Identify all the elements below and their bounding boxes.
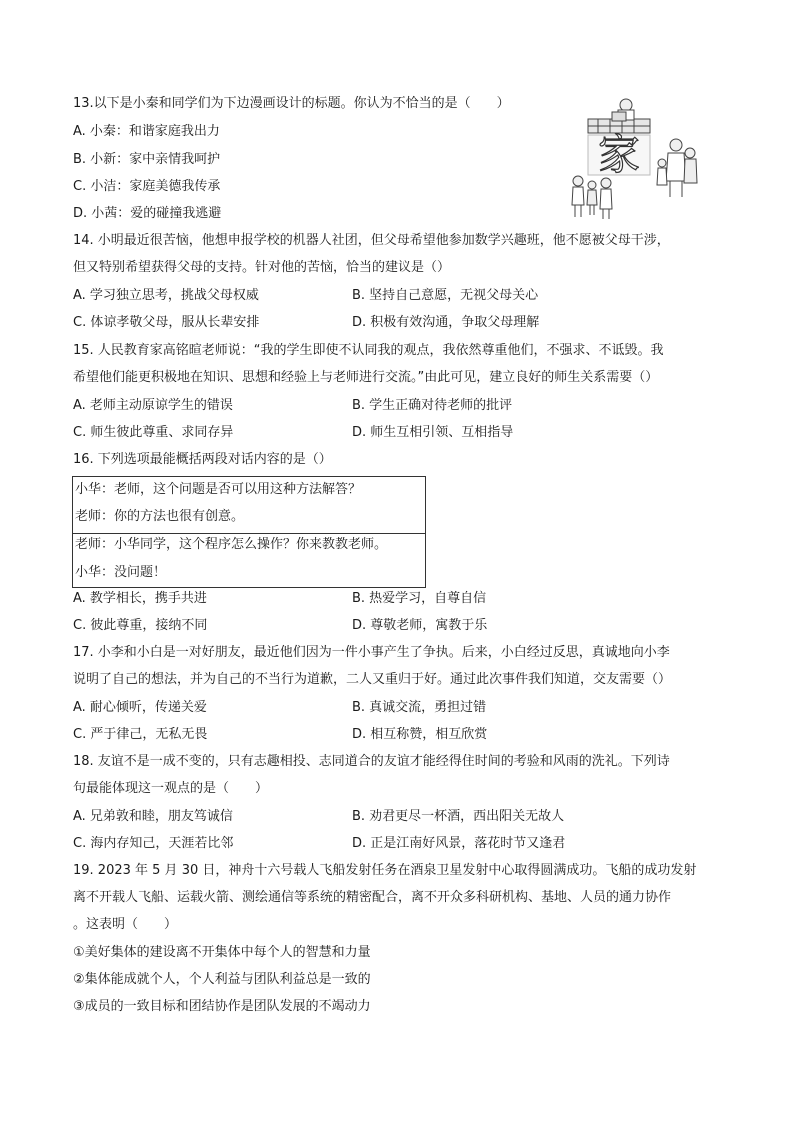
q18-option-d: D. 正是江南好风景，落花时节又逢君 — [352, 836, 566, 851]
q18-option-b: B. 劝君更尽一杯酒，西出阳关无故人 — [352, 809, 565, 824]
q13-option-a: A. 小秦：和谐家庭我出力 — [73, 124, 220, 139]
q18-stem-line2: 句最能体现这一观点的是（ ） — [73, 781, 269, 796]
q13-option-b: B. 小新：家中亲情我呵护 — [73, 152, 221, 167]
q13-option-c: C. 小洁：家庭美德我传承 — [73, 179, 221, 194]
q18-option-c: C. 海内存知己，天涯若比邻 — [73, 836, 234, 851]
q14-option-a: A. 学习独立思考，挑战父母权威 — [73, 288, 259, 303]
q13-option-d: D. 小茜：爱的碰撞我逃避 — [73, 206, 222, 221]
dialog-line-1: 小华：老师，这个问题是否可以用这种方法解答？ — [75, 482, 362, 497]
cartoon-character: 家 — [597, 130, 641, 179]
dialog-divider — [73, 533, 425, 534]
q13-stem: 13.以下是小秦和同学们为下边漫画设计的标题。你认为不恰当的是（ ） — [73, 96, 510, 111]
q19-stem-line3: 。这表明（ ） — [73, 917, 178, 932]
dialog-box — [72, 476, 426, 588]
q17-stem-line1: 17. 小李和小白是一对好朋友，最近他们因为一件小事产生了争执。后来，小白经过反思，真诚地向小李 — [73, 645, 670, 660]
dialog-line-4: 小华：没问题！ — [75, 565, 167, 580]
q14-option-b: B. 坚持自己意愿，无视父母关心 — [352, 288, 539, 303]
dialog-line-2: 老师：你的方法也很有创意。 — [75, 509, 245, 524]
q19-item-3: ③成员的一致目标和团结协作是团队发展的不竭动力 — [73, 999, 371, 1014]
q19-item-2: ②集体能成就个人，个人利益与团队利益总是一致的 — [73, 972, 371, 987]
q15-option-d: D. 师生互相引领、互相指导 — [352, 425, 514, 440]
q18-stem-line1: 18. 友谊不是一成不变的，只有志趣相投、志同道合的友谊才能经得住时间的考验和风雨的洗礼。下列诗 — [73, 754, 670, 769]
q16-option-a: A. 教学相长，携手共进 — [73, 591, 207, 606]
q15-stem-line1: 15. 人民教育家高铭暄老师说：“我的学生即使不认同我的观点，我依然尊重他们，不强求、不诋毁。我 — [73, 343, 664, 358]
q18-option-a: A. 兄弟敦和睦，朋友笃诚信 — [73, 809, 233, 824]
q15-option-b: B. 学生正确对待老师的批评 — [352, 398, 513, 413]
family-cartoon-illustration — [566, 97, 700, 223]
q15-stem-line2: 希望他们能更积极地在知识、思想和经验上与老师进行交流。”由此可见，建立良好的师生关系需要（） — [73, 370, 659, 385]
q19-item-1: ①美好集体的建设离不开集体中每个人的智慧和力量 — [73, 945, 371, 960]
q17-stem-line2: 说明了自己的想法，并为自己的不当行为道歉，二人又重归于好。通过此次事件我们知道，交友需要（） — [73, 672, 672, 687]
q14-stem-line2: 但又特别希望获得父母的支持。针对他的苦恼，恰当的建议是（） — [73, 260, 451, 275]
q16-option-d: D. 尊敬老师，寓教于乐 — [352, 618, 488, 633]
q15-option-a: A. 老师主动原谅学生的错误 — [73, 398, 233, 413]
q15-option-c: C. 师生彼此尊重、求同存异 — [73, 425, 234, 440]
q16-option-b: B. 热爱学习，自尊自信 — [352, 591, 487, 606]
q19-stem-line2: 离不开载人飞船、运载火箭、测绘通信等系统的精密配合，离不开众多科研机构、基地、人员的通力协作 — [73, 890, 672, 905]
q16-option-c: C. 彼此尊重，接纳不同 — [73, 618, 208, 633]
q17-option-d: D. 相互称赞，相互欣赏 — [352, 727, 488, 742]
q14-stem-line1: 14. 小明最近很苦恼，他想申报学校的机器人社团，但父母希望他参加数学兴趣班，他不愿被父母干涉， — [73, 233, 670, 248]
q16-stem: 16. 下列选项最能概括两段对话内容的是（） — [73, 452, 332, 467]
q19-stem-line1: 19. 2023 年 5 月 30 日，神舟十六号载人飞船发射任务在酒泉卫星发射中心取得圆满成功。飞船的成功发射 — [73, 863, 697, 878]
q17-option-c: C. 严于律己，无私无畏 — [73, 727, 208, 742]
q17-option-a: A. 耐心倾听，传递关爱 — [73, 700, 207, 715]
q14-option-d: D. 积极有效沟通，争取父母理解 — [352, 315, 540, 330]
q14-option-c: C. 体谅孝敬父母，服从长辈安排 — [73, 315, 260, 330]
dialog-line-3: 老师：小华同学，这个程序怎么操作？你来教教老师。 — [75, 537, 388, 552]
q17-option-b: B. 真诚交流，勇担过错 — [352, 700, 487, 715]
